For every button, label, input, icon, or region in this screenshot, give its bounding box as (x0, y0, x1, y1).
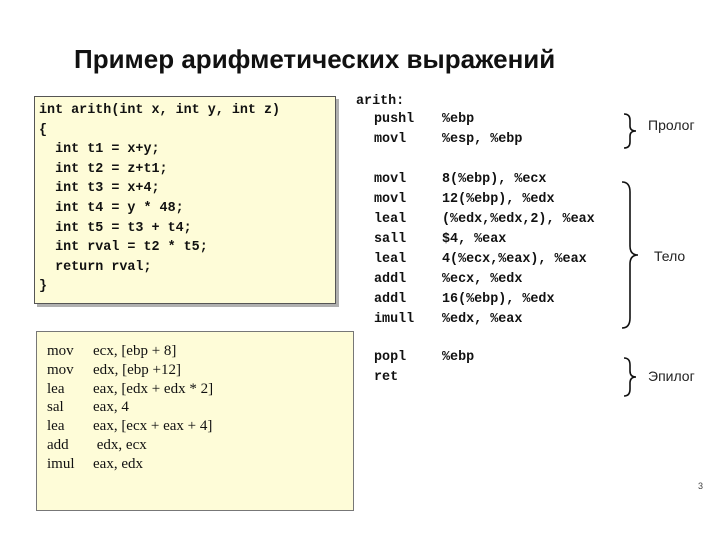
intel-asm-box (36, 331, 354, 511)
asm-operands: %ebp (442, 112, 475, 127)
intel-operands: eax, 4 (93, 399, 129, 416)
asm-operands: %ebp (442, 350, 475, 365)
asm-mnemonic: movl (374, 172, 407, 187)
asm-operands: %esp, %ebp (442, 132, 523, 147)
intel-asm-line (47, 380, 353, 399)
asm-mnemonic: leal (374, 252, 407, 267)
asm-mnemonic: imull (374, 312, 415, 327)
asm-operands: %ecx, %edx (442, 272, 523, 287)
asm-operands: 4(%ecx,%eax), %eax (442, 252, 587, 267)
asm-mnemonic: popl (374, 350, 407, 365)
c-code-line: int t5 = t3 + t4; (39, 220, 192, 236)
intel-operands: eax, edx (93, 455, 143, 472)
asm-operands: %edx, %eax (442, 312, 523, 327)
slide-title: Пример арифметических выражений (74, 44, 556, 74)
c-code-line: int rval = t2 * t5; (39, 240, 208, 256)
asm-operands: 8(%ebp), %ecx (442, 172, 547, 187)
asm-mnemonic: addl (374, 272, 407, 287)
intel-operands: eax, [ecx + eax + 4] (93, 418, 213, 435)
body-brace-icon (620, 180, 642, 330)
intel-mnemonic: lea (47, 418, 65, 435)
prologue-label: Пролог (648, 117, 695, 133)
intel-operands: edx, [ebp +12] (93, 361, 182, 378)
intel-operands: eax, [edx + edx * 2] (93, 380, 214, 397)
intel-asm-line (47, 436, 353, 455)
asm-mnemonic: addl (374, 292, 407, 307)
page-number: 3 (698, 481, 704, 491)
asm-operands: 12(%ebp), %edx (442, 192, 555, 207)
asm-operands: $4, %eax (442, 232, 507, 247)
c-code-line: int t2 = z+t1; (39, 161, 168, 177)
intel-mnemonic: lea (47, 380, 65, 397)
c-code-line: int t3 = x+4; (39, 181, 160, 197)
asm-mnemonic: leal (374, 212, 407, 227)
intel-operands: edx, ecx (93, 436, 147, 453)
c-code-box (34, 96, 336, 304)
intel-mnemonic: add (47, 436, 69, 453)
intel-asm-line (47, 398, 353, 417)
intel-mnemonic: sal (47, 399, 64, 416)
c-code-line: { (39, 122, 48, 138)
asm-operands: (%edx,%edx,2), %eax (442, 212, 595, 227)
asm-mnemonic: movl (374, 192, 407, 207)
intel-mnemonic: mov (47, 361, 74, 378)
intel-asm-line (47, 361, 353, 380)
intel-asm-line (47, 417, 353, 436)
intel-operands: ecx, [ebp + 8] (93, 343, 177, 359)
asm-operands: 16(%ebp), %edx (442, 292, 555, 307)
prologue-brace-icon (622, 112, 642, 150)
intel-mnemonic: imul (47, 455, 75, 472)
asm-mnemonic: sall (374, 232, 407, 247)
asm-mnemonic: movl (374, 132, 407, 147)
intel-asm-line (47, 342, 353, 361)
epilogue-brace-icon (622, 356, 642, 398)
asm-mnemonic: ret (374, 370, 399, 385)
c-code-line: int t1 = x+y; (39, 142, 160, 158)
c-code-line: } (39, 279, 48, 295)
intel-asm-line (47, 455, 353, 474)
c-code-line: int t4 = y * 48; (39, 200, 184, 216)
asm-mnemonic: pushl (374, 112, 415, 127)
epilogue-label: Эпилог (648, 368, 695, 384)
body-label: Тело (654, 248, 686, 264)
asm-function-label: arith: (356, 94, 405, 109)
c-code-line: return rval; (39, 259, 152, 275)
c-code-line: int arith(int x, int y, int z) (39, 103, 281, 118)
intel-mnemonic: mov (47, 343, 74, 359)
